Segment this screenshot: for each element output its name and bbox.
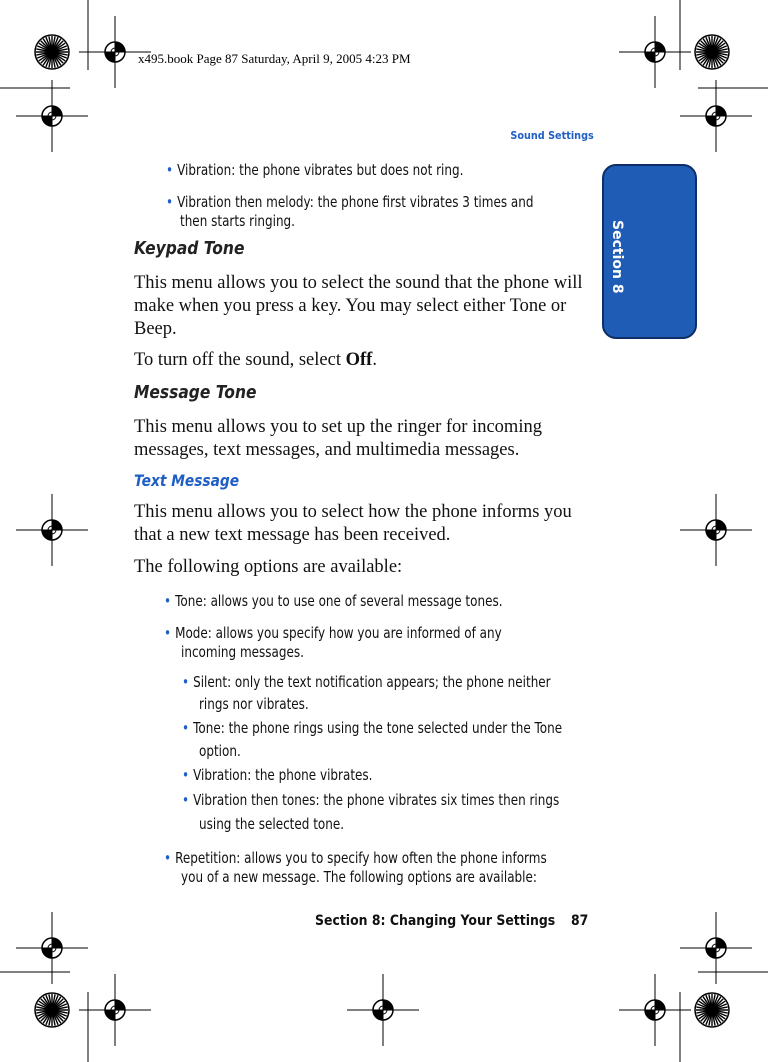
keypad-tone-heading: Keypad Tone (134, 238, 245, 259)
running-head: Sound Settings (510, 129, 594, 142)
print-slug: x495.book Page 87 Saturday, April 9, 2005 4:23 PM (138, 51, 411, 66)
list-item: • Vibration then tones: the phone vibrates six times then rings (182, 791, 560, 809)
list-item-continued: you of a new message. The following options are available: (181, 868, 537, 886)
mode-option-text: Tone: the phone rings using the tone selected under the Tone (193, 719, 563, 737)
list-item: • Repetition: allows you to specify how often the phone informs (164, 849, 547, 867)
list-item: • Mode: allows you specify how you are informed of any (164, 624, 502, 642)
list-item-continued: option. (199, 742, 241, 760)
turn-off-period: . (372, 350, 377, 370)
list-item: • Vibration then melody: the phone first vibrates 3 times and (166, 193, 534, 211)
keypad-tone-paragraph: This menu allows you to select the sound that the phone will make when you press a key. You may select either Tone or Beep. (134, 273, 583, 339)
bullet-text: Vibration: the phone vibrates but does not ring. (177, 161, 464, 179)
message-tone-paragraph: This menu allows you to set up the ringer for incoming messages, text messages, and multimedia messages. (134, 417, 542, 460)
option-text: Mode: allows you specify how you are informed of any (175, 624, 502, 642)
option-text: Tone: allows you to use one of several message tones. (175, 592, 503, 610)
list-item: • Tone: the phone rings using the tone selected under the Tone (182, 719, 563, 737)
repetition-text: Repetition: allows you to specify how often the phone informs (175, 849, 547, 867)
message-tone-heading: Message Tone (134, 382, 257, 403)
options-intro: The following options are available: (134, 557, 403, 577)
text-message-heading: Text Message (134, 471, 240, 490)
turn-off-paragraph (134, 349, 596, 372)
list-item-continued: using the selected tone. (199, 815, 345, 833)
list-item: • Vibration: the phone vibrates but does not ring. (166, 161, 464, 179)
mode-option-text: Vibration: the phone vibrates. (193, 766, 373, 784)
mode-option-text: Vibration then tones: the phone vibrates six times then rings (193, 791, 560, 809)
list-item: • Vibration: the phone vibrates. (182, 766, 373, 784)
list-item: • Silent: only the text notification appears; the phone neither (182, 673, 551, 691)
turn-off-text: To turn off the sound, select (134, 350, 346, 370)
bullet-text: Vibration then melody: the phone first vibrates 3 times and (177, 193, 534, 211)
mode-option-text: Silent: only the text notification appears; the phone neither (193, 673, 551, 691)
list-item-continued: then starts ringing. (180, 212, 295, 230)
list-item-continued: incoming messages. (181, 643, 304, 661)
off-option-text: Off (345, 350, 373, 370)
list-item: • Tone: allows you to use one of several message tones. (164, 592, 503, 610)
footer-section-title: Section 8: Changing Your Settings (315, 913, 556, 929)
list-item-continued: rings nor vibrates. (199, 695, 309, 713)
text-message-paragraph: This menu allows you to select how the phone informs you that a new text message has been received. (134, 502, 572, 545)
page-number: 87 (571, 913, 589, 929)
section-tab-label: Section 8 (609, 220, 625, 294)
